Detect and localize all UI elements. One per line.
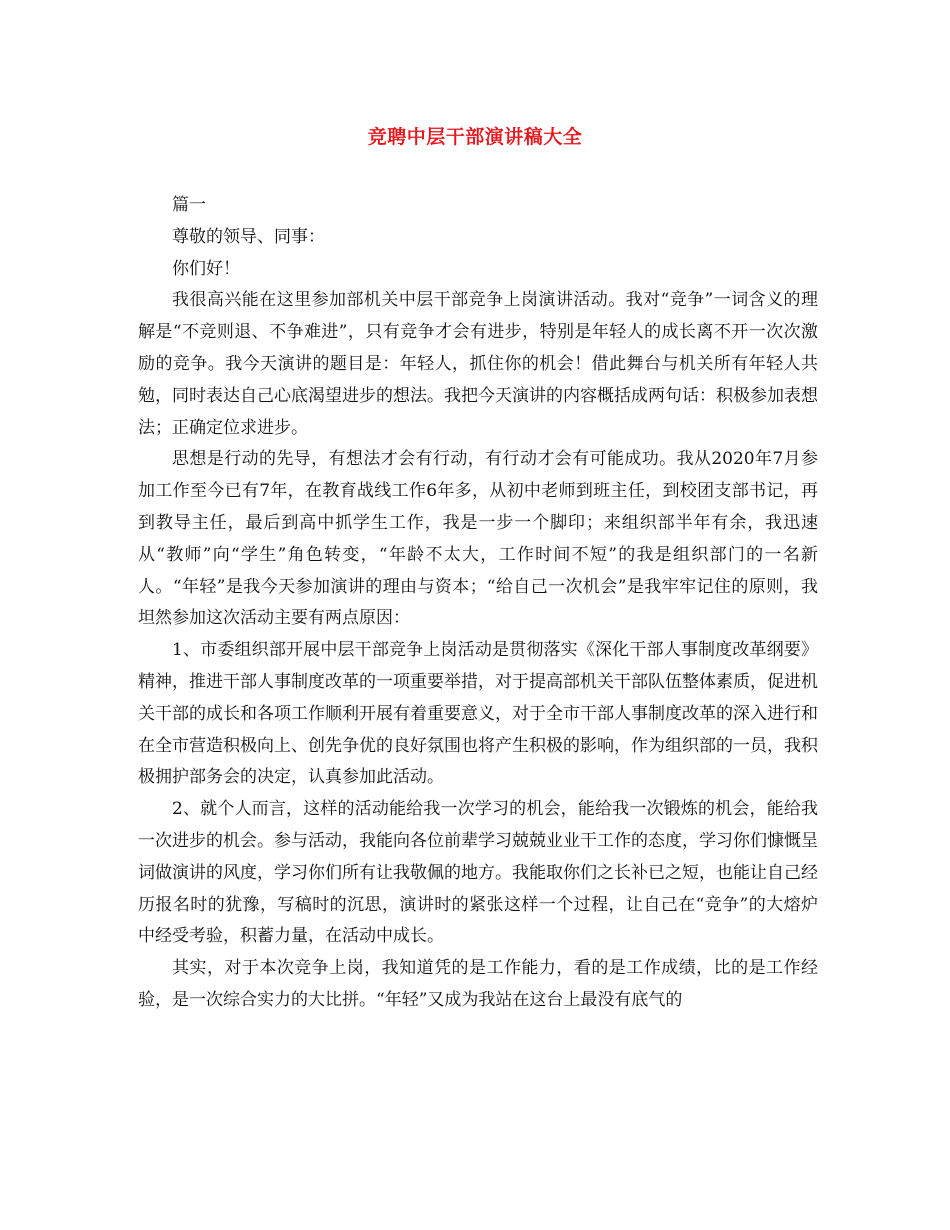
body-paragraph: 思想是行动的先导，有想法才会有行动，有行动才会有可能成功。我从2020年7月参加工作至今已有7年，在教育战线工作6年多，从初中老师到班主任，到校团支部书记，再到教导主任，最后到高中抓学生工作，我是一步一个脚印；来组织部半年有余，我迅速从“教师”向“学生”角色转变，“年龄不太大，工作时间不短”的我是组织部门的一名新人。“年轻”是我今天参加演讲的理由与资本；“给自己一次机会”是我牢牢记住的原则，我坦然参加这次活动主要有两点原因： xyxy=(138,449,818,629)
salutation: 尊敬的领导、同事： xyxy=(172,226,325,247)
body-paragraph: 其实，对于本次竞争上岗，我知道凭的是工作能力，看的是工作成绩，比的是工作经验，是一次综合实力的大比拼。“年轻”又成为我站在这台上最没有底气的 xyxy=(138,958,818,1010)
body-paragraph: 1、市委组织部开展中层干部竞争上岗活动是贯彻落实《深化干部人事制度改革纲要》精神，推进干部人事制度改革的一项重要举措，对于提高部机关干部队伍整体素质，促进机关干部的成长和各项工作顺利开展有着重要意义，对于全市干部人事制度改革的深入进行和在全市营造积极向上、创先争优的良好氛围也将产生积极的影响，作为组织部的一员，我积极拥护部务会的决定，认真参加此活动。 xyxy=(138,640,818,788)
section-heading: 篇一 xyxy=(172,195,206,215)
body-paragraph: 我很高兴能在这里参加部机关中层干部竞争上岗演讲活动。我对“竞争”一词含义的理解是“不竞则退、不争难进”，只有竞争才会有进步，特别是年轻人的成长离不开一次次激励的竞争。我今天演讲的题目是：年轻人，抓住你的机会！借此舞台与机关所有年轻人共勉，同时表达自己心底渴望进步的想法。我把今天演讲的内容概括成两句话：积极参加表想法；正确定位求进步。 xyxy=(138,290,818,438)
greeting: 你们好！ xyxy=(172,258,240,279)
body-paragraph: 2、就个人而言，这样的活动能给我一次学习的机会，能给我一次锻炼的机会，能给我一次进步的机会。参与活动，我能向各位前辈学习兢兢业业干工作的态度，学习你们慷慨呈词做演讲的风度，学习你们所有让我敬佩的地方。我能取你们之长补已之短，也能让自己经历报名时的犹豫，写稿时的沉思，演讲时的紧张这样一个过程，让自己在“竞争”的大熔炉中经受考验，积蓄力量，在活动中成长。 xyxy=(138,799,818,947)
document-title: 竞聘中层干部演讲稿大全 xyxy=(367,126,583,148)
document-body xyxy=(138,190,818,1017)
